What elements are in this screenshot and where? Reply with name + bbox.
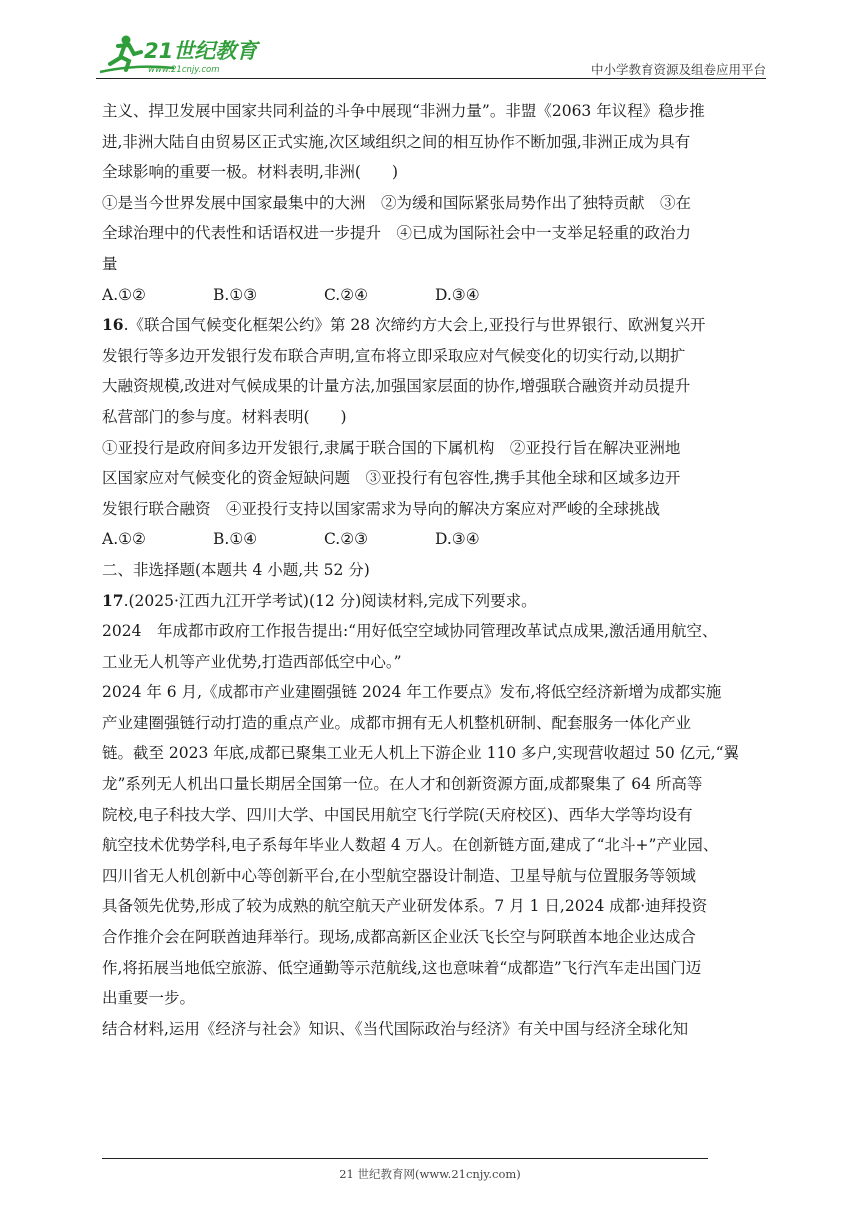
text-line: 大融资规模,改进对气候成果的计量方法,加强国家层面的协作,增强联合融资并动员提升 <box>102 377 691 396</box>
text-line: 2024 年成都市政府工作报告提出:“用好低空空域协同管理改革试点成果,激活通用航空、 <box>102 622 718 641</box>
footer-source[interactable]: 21 世纪教育网(www.21cnjy.com) <box>339 1167 521 1181</box>
text-line: 航空技术优势学科,电子系每年毕业人数超 4 万人。在创新链方面,建成了“北斗+”产业园、 <box>102 836 719 855</box>
text-line: 私营部门的参与度。材料表明( ) <box>102 407 347 426</box>
option-a[interactable]: A.①② <box>102 530 146 549</box>
text-line: 发银行等多边开发银行发布联合声明,宣布将立即采取应对气候变化的切实行动,以期扩 <box>102 346 686 365</box>
question-number: 17 <box>102 590 124 610</box>
text-line: 工业无人机等产业优势,打造西部低空中心。” <box>102 652 402 671</box>
document-body <box>102 96 766 1044</box>
header-divider <box>96 78 766 79</box>
q15-options <box>102 280 766 311</box>
text-line: .《联合国气候变化框架公约》第 28 次缔约方大会上,亚投行与世界银行、欧洲复兴开 <box>123 316 706 335</box>
option-a[interactable]: A.①② <box>102 285 146 304</box>
q16-options <box>102 524 766 555</box>
footer-divider <box>102 1158 708 1159</box>
text-line: ①是当今世界发展中国家最集中的大洲 ②为缓和国际紧张局势作出了独特贡献 ③在 <box>102 193 692 212</box>
question-17-stem <box>102 586 766 617</box>
option-c[interactable]: C.②④ <box>324 285 369 304</box>
text-line: 全球影响的重要一极。材料表明,非洲( ) <box>102 163 399 182</box>
text-line: 四川省无人机创新中心等创新平台,在小型航空器设计制造、卫星导航与位置服务等领域 <box>102 866 696 885</box>
text-line: 区国家应对气候变化的资金短缺问题 ③亚投行有包容性,携手其他全球和区域多边开 <box>102 469 681 488</box>
option-d[interactable]: D.③④ <box>435 285 480 304</box>
page-header <box>96 30 766 80</box>
text-line: 链。截至 2023 年底,成都已聚集工业无人机上下游企业 110 多户,实现营收超过 50 亿元,“翼 <box>102 744 740 763</box>
text-line: 发银行联合融资 ④亚投行支持以国家需求为导向的解决方案应对严峻的全球挑战 <box>102 499 661 518</box>
text-line: ①亚投行是政府间多边开发银行,隶属于联合国的下属机构 ②亚投行旨在解决亚洲地 <box>102 438 681 457</box>
logo-text: 21世纪教育 <box>144 39 258 63</box>
text-line: 龙”系列无人机出口量长期居全国第一位。在人才和创新资源方面,成都聚集了 64 所高等 <box>102 775 703 794</box>
text-line: 主义、捍卫发展中国家共同利益的斗争中展现“非洲力量”。非盟《2063 年议程》稳步推 <box>102 102 705 120</box>
text-line: 出重要一步。 <box>102 989 196 1008</box>
platform-name: 中小学教育资源及组卷应用平台 <box>590 62 766 77</box>
section-title: 二、非选择题(本题共 4 小题,共 52 分) <box>102 560 370 579</box>
option-c[interactable]: C.②③ <box>324 530 369 549</box>
text-line: 2024 年 6 月,《成都市产业建圈强链 2024 年工作要点》发布,将低空经济新增为成都实施 <box>102 683 722 702</box>
text-line: 量 <box>102 254 118 273</box>
text-line: 结合材料,运用《经济与社会》知识、《当代国际政治与经济》有关中国与经济全球化知 <box>102 1019 689 1038</box>
text-line: 院校,电子科技大学、四川大学、中国民用航空飞行学院(天府校区)、西华大学等均设有 <box>102 805 693 824</box>
text-line: 合作推介会在阿联酋迪拜举行。现场,成都高新区企业沃飞长空与阿联酋本地企业达成合 <box>102 928 696 947</box>
text-line: 全球治理中的代表性和话语权进一步提升 ④已成为国际社会中一支举足轻重的政治力 <box>102 224 692 243</box>
question-16-stem <box>102 310 766 341</box>
option-d[interactable]: D.③④ <box>435 530 480 549</box>
text-line: 产业建圈强链行动打造的重点产业。成都市拥有无人机整机研制、配套服务一体化产业 <box>102 713 692 732</box>
question-number: 16 <box>102 315 124 335</box>
text-line: 具备领先优势,形成了较为成熟的航空航天产业研发体系。7 月 1 日,2024 成都·迪拜投资 <box>102 897 708 916</box>
option-b[interactable]: B.①③ <box>213 285 258 304</box>
logo-url: www.21cnjy.com <box>148 65 220 75</box>
text-line: .(2025·江西九江开学考试)(12 分)阅读材料,完成下列要求。 <box>123 591 537 610</box>
site-logo[interactable] <box>96 30 266 76</box>
text-line: 作,将拓展当地低空旅游、低空通勤等示范航线,这也意味着“成都造”飞行汽车走出国门迈 <box>102 958 702 977</box>
option-b[interactable]: B.①④ <box>213 530 258 549</box>
text-line: 进,非洲大陆自由贸易区正式实施,次区域组织之间的相互协作不断加强,非洲正成为具有 <box>102 132 691 151</box>
